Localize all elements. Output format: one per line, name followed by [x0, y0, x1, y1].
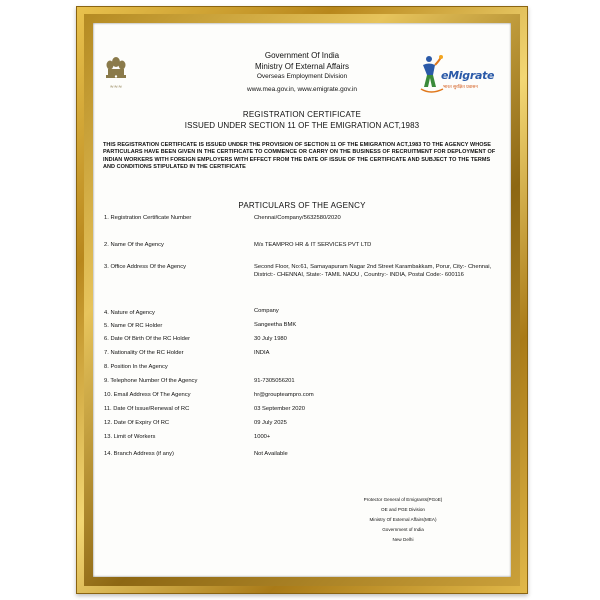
field-label-7: 7. Nationality Of the RC Holder [104, 350, 184, 356]
header-ministry: Ministry Of External Affairs [254, 62, 350, 71]
field-label-2: 2. Name Of the Agency [104, 242, 164, 248]
field-value-5: Sangeetha BMK [254, 322, 297, 328]
field-value-13: 1000+ [254, 434, 271, 440]
field-label-4: 4. Nature of Agency [104, 310, 155, 316]
field-label-11: 11. Date Of Issue/Renewal of RC [104, 406, 190, 412]
field-label-9: 9. Telephone Number Of the Agency [104, 378, 198, 384]
field-value-1: Chennai/Company/5632580/2020 [254, 215, 341, 221]
field-value-11: 03 September 2020 [254, 406, 305, 412]
emigrate-logo-tagline: भारत सुरक्षित प्रवासन [443, 84, 478, 89]
field-value-10: hr@groupteampro.com [254, 392, 314, 398]
field-label-13: 13. Limit of Workers [104, 434, 156, 440]
field-value-9: 91-7305056201 [254, 378, 295, 384]
signature-line-4: Government of India [382, 527, 424, 532]
field-label-6: 6. Date Of Birth Of the RC Holder [104, 336, 191, 342]
header-division: Overseas Employment Division [256, 73, 348, 80]
emigrate-logo-text: eMigrate [441, 69, 495, 82]
field-label-10: 10. Email Address Of The Agency [104, 392, 191, 398]
header-websites: www.mea.gov.in, www.emigrate.gov.in [247, 86, 357, 93]
header-government: Government Of India [264, 51, 340, 60]
field-label-3: 3. Office Address Of the Agency [104, 264, 187, 270]
certificate-paper [93, 23, 511, 577]
field-value-4: Company [254, 308, 279, 314]
signature-line-2: OE and PGE Division [381, 507, 425, 512]
field-label-14: 14. Branch Address (if any) [104, 451, 174, 457]
certificate-title: REGISTRATION CERTIFICATE [242, 110, 362, 119]
field-label-8: 8. Position In the Agency [104, 364, 168, 370]
certificate-intro: THIS REGISTRATION CERTIFICATE IS ISSUED UNDER THE PROVISION OF SECTION 11 OF THE EMIGRATION ACT,1983 TO THE AGENCY WHOSE PARTICULARS HAVE BEEN GIVEN IN THE CERTIFICATE TO COMMENCE OR CARRY ON THE BUSINESS OF RECRUITMENT FOR DEPLOYMENT OF INDIAN WORKERS WITH FOREIGN EMPLOYERS WITH EFFECT FROM THE DATE OF ISSUE OF THE CERTIFICATE AND SUBJECT TO THE TERMS AND CONDITIONS STIPULATED IN THE CERTIFICATE [103, 142, 496, 171]
field-value-6: 30 July 1980 [254, 336, 287, 342]
signature-line-5: New Delhi [392, 537, 414, 542]
field-value-7: INDIA [254, 350, 270, 356]
certificate-subtitle: ISSUED UNDER SECTION 11 OF THE EMIGRATION ACT,1983 [184, 121, 420, 130]
svg-text:≈≈≈: ≈≈≈ [109, 84, 123, 90]
signature-line-3: Ministry Of External Affairs(MEA) [369, 517, 437, 522]
field-label-5: 5. Name Of RC Holder [104, 323, 163, 329]
field-value-12: 09 July 2025 [254, 420, 287, 426]
field-value-3: Second Floor, No:61, Samayapuram Nagar 2nd Street Karambakkam, Porur, City:- Chennai, District:- CHENNAI, State:- TAMIL NADU , Country:- INDIA, Postal Code:- 600116 [254, 264, 492, 278]
field-value-14: Not Available [254, 451, 288, 457]
signature-block [323, 495, 483, 545]
field-value-2: M/s TEAMPRO HR & IT SERVICES PVT LTD [254, 242, 372, 248]
particulars-heading: PARTICULARS OF THE AGENCY [238, 201, 366, 210]
signature-line-1: Protector General of Emigrants(PGoE) [363, 497, 443, 502]
field-label-1: 1. Registration Certificate Number [104, 215, 192, 221]
field-label-12: 12. Date Of Expiry Of RC [104, 420, 170, 426]
